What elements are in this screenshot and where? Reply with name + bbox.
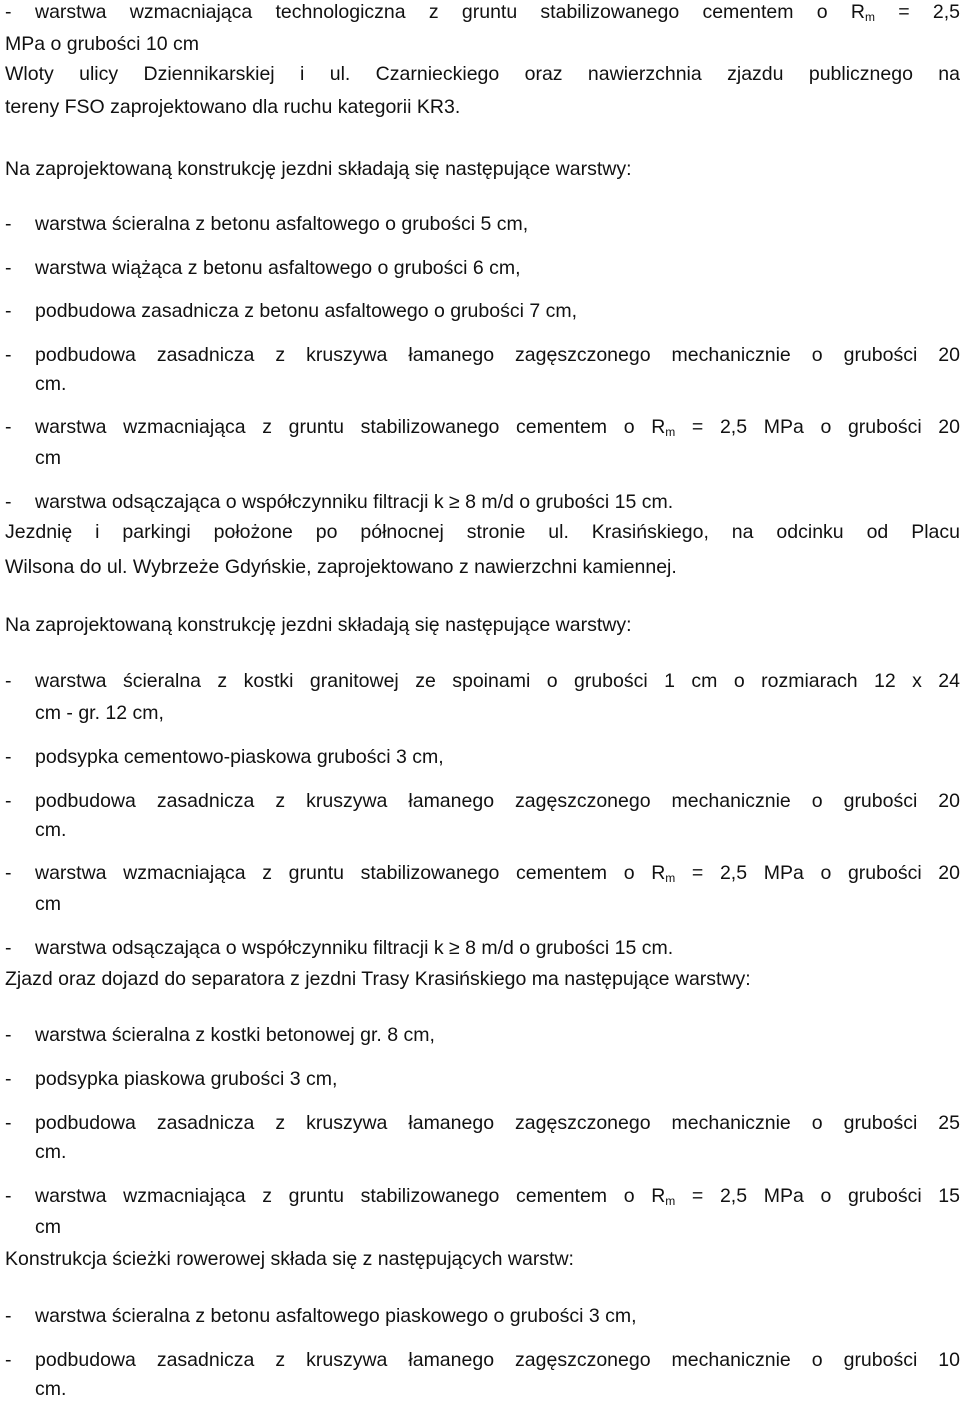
list-item: warstwa odsączająca o współczynniku filtracji k ≥ 8 m/d o grubości 15 cm.	[35, 937, 674, 959]
list-item: warstwa ścieralna z kostki granitowej ze spoinami o grubości 1 cm o rozmiarach 12 x 24	[35, 670, 960, 692]
list-dash: -	[5, 790, 12, 812]
list-item	[35, 1185, 960, 1212]
paragraph-line: tereny FSO zaprojektowano dla ruchu kategorii KR3.	[5, 96, 461, 118]
list-dash: -	[5, 1024, 12, 1046]
list-dash: -	[5, 1185, 12, 1207]
section-heading: Na zaprojektowaną konstrukcję jezdni składają się następujące warstwy:	[5, 158, 632, 180]
list-item-continuation: cm.	[35, 373, 67, 395]
list-dash: -	[5, 344, 12, 366]
list-item-continuation: cm - gr. 12 cm,	[35, 702, 164, 724]
paragraph-line: Wilsona do ul. Wybrzeże Gdyńskie, zaprojektowano z nawierzchni kamiennej.	[5, 556, 677, 578]
paragraph-line: Wloty ulicy Dziennikarskiej i ul. Czarnieckiego oraz nawierzchnia zjazdu publicznego na	[5, 63, 960, 85]
list-dash: -	[5, 937, 12, 959]
list-item-continuation: cm.	[35, 1141, 67, 1163]
list-dash: -	[5, 1112, 12, 1134]
list-item-continuation: cm.	[35, 819, 67, 841]
list-item: podbudowa zasadnicza z kruszywa łamanego zagęszczonego mechanicznie o grubości 25	[35, 1112, 960, 1134]
list-item: warstwa ścieralna z betonu asfaltowego o grubości 5 cm,	[35, 213, 529, 235]
list-dash: -	[5, 862, 12, 884]
list-dash: -	[5, 257, 12, 279]
list-item: podsypka piaskowa grubości 3 cm,	[35, 1068, 338, 1090]
list-item-continuation: cm.	[35, 1378, 67, 1400]
subscript: m	[665, 425, 676, 439]
list-dash: -	[5, 1, 12, 23]
list-item-text: = 2,5	[874, 1, 960, 23]
list-item: warstwa wiążąca z betonu asfaltowego o grubości 6 cm,	[35, 257, 521, 279]
list-item-text: warstwa wzmacniająca z gruntu stabilizowanego cementem o R	[35, 1185, 666, 1207]
list-item: podbudowa zasadnicza z betonu asfaltowego o grubości 7 cm,	[35, 300, 578, 322]
list-dash: -	[5, 300, 12, 322]
list-dash: -	[5, 746, 12, 768]
list-dash: -	[5, 213, 12, 235]
list-item: podsypka cementowo-piaskowa grubości 3 cm,	[35, 746, 444, 768]
section-heading: Zjazd oraz dojazd do separatora z jezdni Trasy Krasińskiego ma następujące warstwy:	[5, 968, 751, 990]
list-dash: -	[5, 1305, 12, 1327]
list-item-text: = 2,5 MPa o grubości 15	[675, 1185, 960, 1207]
list-item-text: = 2,5 MPa o grubości 20	[675, 416, 960, 438]
subscript: m	[665, 871, 676, 885]
list-item-continuation: cm	[35, 1216, 61, 1238]
list-item-text: warstwa wzmacniająca z gruntu stabilizowanego cementem o R	[35, 862, 666, 884]
list-item-continuation: MPa o grubości 10 cm	[5, 33, 200, 55]
list-item: warstwa ścieralna z betonu asfaltowego piaskowego o grubości 3 cm,	[35, 1305, 637, 1327]
list-item-text: warstwa wzmacniająca technologiczna z gruntu stabilizowanego cementem o R	[35, 1, 865, 23]
paragraph-line: Jezdnię i parkingi położone po północnej stronie ul. Krasińskiego, na odcinku od Placu	[5, 521, 960, 543]
list-dash: -	[5, 1349, 12, 1371]
list-dash: -	[5, 670, 12, 692]
list-item-continuation: cm	[35, 893, 61, 915]
list-item	[35, 1, 960, 28]
list-dash: -	[5, 491, 12, 513]
list-item: podbudowa zasadnicza z kruszywa łamanego zagęszczonego mechanicznie o grubości 10	[35, 1349, 960, 1371]
list-item: podbudowa zasadnicza z kruszywa łamanego zagęszczonego mechanicznie o grubości 20	[35, 344, 960, 366]
list-item-continuation: cm	[35, 447, 61, 469]
subscript: m	[665, 1194, 676, 1208]
list-item: podbudowa zasadnicza z kruszywa łamanego zagęszczonego mechanicznie o grubości 20	[35, 790, 960, 812]
list-item: warstwa odsączająca o współczynniku filtracji k ≥ 8 m/d o grubości 15 cm.	[35, 491, 674, 513]
list-item-text: = 2,5 MPa o grubości 20	[675, 862, 960, 884]
section-heading: Konstrukcja ścieżki rowerowej składa się z następujących warstw:	[5, 1248, 574, 1270]
list-item	[35, 862, 960, 889]
list-item	[35, 416, 960, 443]
list-item: warstwa ścieralna z kostki betonowej gr. 8 cm,	[35, 1024, 435, 1046]
list-item-text: warstwa wzmacniająca z gruntu stabilizowanego cementem o R	[35, 416, 666, 438]
section-heading: Na zaprojektowaną konstrukcję jezdni składają się następujące warstwy:	[5, 614, 632, 636]
subscript: m	[864, 10, 875, 24]
list-dash: -	[5, 1068, 12, 1090]
list-dash: -	[5, 416, 12, 438]
